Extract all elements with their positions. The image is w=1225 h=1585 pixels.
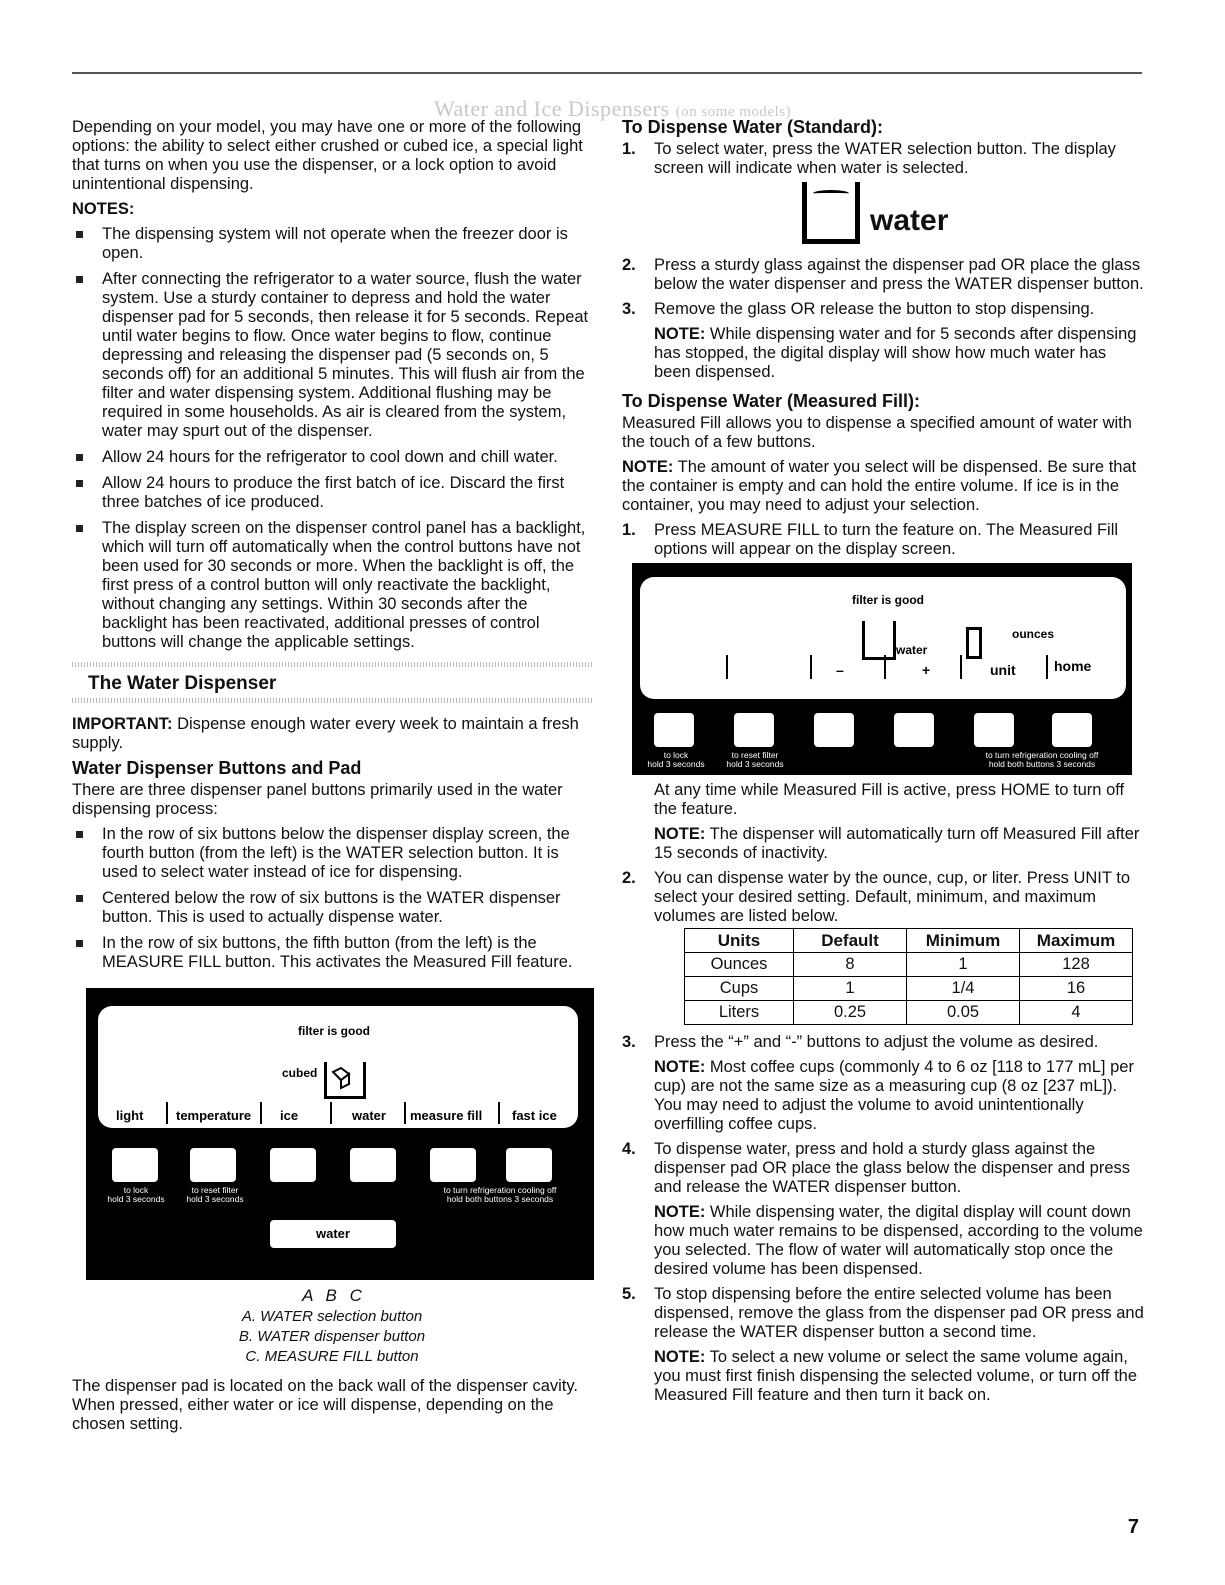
- list-item: In the row of six buttons below the dispenser display screen, the fourth button (from the left) is the WATER selection button. It is used to select water instead of ice for dispensing.: [72, 825, 592, 882]
- unit-button[interactable]: [974, 713, 1014, 747]
- note-text: The amount of water you select will be dispensed. Be sure that the container is empty and can hold the entire volume. If ice is in the container, you may need to adjust your selection.: [622, 458, 1137, 514]
- display-screen: [640, 577, 1126, 699]
- ice-cube-icon: [324, 1062, 366, 1099]
- list-item: 3. Remove the glass OR release the button to stop dispensing. NOTE: While dispensing water and for 5 seconds after dispensing has stopped, the digital display will show how much water has been dispensed.: [622, 300, 1144, 382]
- divider: [960, 655, 962, 679]
- divider: [884, 655, 886, 679]
- temperature-button[interactable]: [190, 1148, 236, 1182]
- table-cell: 4: [1020, 1001, 1133, 1025]
- section-title: The Water Dispenser: [88, 673, 277, 694]
- step-text: To dispense water, press and hold a sturdy glass against the dispenser pad OR place the glass below the dispenser and press and release the WATER dispenser button.: [654, 1140, 1131, 1196]
- cubed-label: cubed: [282, 1066, 318, 1080]
- step-text: You can dispense water by the ounce, cup, or liter. Press UNIT to select your desired setting. Default, minimum, and maximum volumes are listed below.: [654, 869, 1131, 925]
- figure-caption: [72, 1307, 592, 1367]
- label-fast-ice: fast ice: [512, 1108, 557, 1123]
- table-cell: Cups: [685, 977, 794, 1001]
- step-text: To select water, press the WATER selection button. The display screen will indicate when water is selected.: [654, 140, 1116, 177]
- list-item: 2. Press a sturdy glass against the dispenser pad OR place the glass below the water dispenser and press the WATER dispenser button.: [622, 256, 1144, 293]
- list-item: Centered below the row of six buttons is the WATER dispenser button. This is used to actually dispense water.: [72, 889, 592, 927]
- note-paragraph: [654, 1348, 1144, 1405]
- table-cell: 128: [1020, 953, 1133, 977]
- note-text: Most coffee cups (commonly 4 to 6 oz [118 to 177 mL] per cup) are not the same size as a measuring cup (8 oz [237 mL]). You may need to adjust the volume to avoid unintentionally overfilling coffee cups.: [654, 1058, 1134, 1133]
- note-label: NOTE:: [654, 825, 706, 843]
- list-item: Allow 24 hours to produce the first batch of ice. Discard the first three batches of ice produced.: [72, 474, 592, 512]
- ice-button[interactable]: [270, 1148, 316, 1182]
- filter-status: filter is good: [298, 1024, 370, 1038]
- note-text: The dispenser will automatically turn off Measured Fill after 15 seconds of inactivity.: [654, 825, 1140, 862]
- table-cell: 1: [794, 977, 907, 1001]
- measured-fill-panel-figure: [632, 563, 1132, 775]
- reset-filter-button[interactable]: [734, 713, 774, 747]
- label-temperature: temperature: [176, 1108, 252, 1123]
- label-measure-fill: measure fill: [410, 1108, 483, 1123]
- table-cell: 16: [1020, 977, 1133, 1001]
- list-item: 3. Press the “+” and “-” buttons to adjust the volume as desired. NOTE: Most coffee cups (commonly 4 to 6 oz [118 to 177 mL] per cup) are not the same size as a measuring cup (8 oz [237 mL]). You may need to adjust the volume to avoid unintentionally overfilling coffee cups.: [622, 1033, 1144, 1134]
- divider: [166, 1102, 168, 1124]
- label-light: light: [116, 1108, 144, 1123]
- cooling-hint: to turn refrigeration cooling off hold both buttons 3 seconds: [443, 1185, 557, 1204]
- water-label: water: [896, 643, 928, 657]
- water-indicator: [802, 182, 1144, 244]
- list-item: In the row of six buttons, the fifth button (from the left) is the MEASURE FILL button. This activates the Measured Fill feature.: [72, 934, 592, 972]
- note-paragraph: [654, 825, 1144, 863]
- step-text: Press MEASURE FILL to turn the feature on. The Measured Fill options will appear on the display screen.: [654, 521, 1119, 558]
- list-item: 1. To select water, press the WATER selection button. The display screen will indicate when water is selected. water: [622, 140, 1144, 244]
- digit-display: [966, 627, 982, 659]
- standard-heading: To Dispense Water (Standard):: [622, 117, 884, 137]
- divider: [1046, 655, 1048, 679]
- lock-button[interactable]: [654, 713, 694, 747]
- label-water: water: [352, 1108, 386, 1123]
- water-indicator-label: water: [870, 203, 949, 237]
- pad-paragraph: The dispenser pad is located on the back wall of the dispenser cavity. When pressed, either water or ice will dispense, depending on the chosen setting.: [72, 1377, 578, 1433]
- table-cell: 1: [907, 953, 1020, 977]
- step-text: Remove the glass OR release the button to stop dispensing.: [654, 300, 1095, 318]
- table-header: Units: [685, 929, 794, 953]
- list-item: Allow 24 hours for the refrigerator to cool down and chill water.: [72, 448, 592, 467]
- caption-b: B. WATER dispenser button: [238, 1328, 426, 1345]
- note-text: To select a new volume or select the same volume again, you must first finish dispensing the selected volume, or turn off the Measured Fill feature and then turn it back on.: [654, 1348, 1138, 1404]
- right-column: [622, 118, 1144, 1411]
- note-label: NOTE:: [654, 1058, 706, 1076]
- page-title-main: Water and Ice Dispensers: [433, 96, 670, 121]
- buttons-intro: There are three dispenser panel buttons primarily used in the water dispensing process:: [72, 781, 563, 818]
- measure-fill-button[interactable]: [430, 1148, 476, 1182]
- light-button[interactable]: [112, 1148, 158, 1182]
- section-band: [72, 662, 592, 703]
- left-column: [72, 118, 592, 1440]
- plus-label: +: [922, 662, 931, 678]
- fast-ice-button[interactable]: [506, 1148, 552, 1182]
- caption-a: A. WATER selection button: [241, 1308, 423, 1325]
- page-number: 7: [1127, 1516, 1139, 1538]
- table-header-row: [685, 929, 1133, 953]
- note-text: While dispensing water, the digital display will count down how much water remains to be dispensed, according to the volume you selected. The flow of water will automatically stop once the desired volume has been dispensed.: [654, 1203, 1143, 1278]
- step-text: Press a sturdy glass against the dispenser pad OR place the glass below the water dispenser and press the WATER dispenser button.: [654, 256, 1144, 293]
- important-label: IMPORTANT:: [72, 715, 173, 733]
- table-header: Maximum: [1020, 929, 1133, 953]
- buttons-heading: Water Dispenser Buttons and Pad: [72, 758, 362, 778]
- volume-table: [684, 928, 1133, 1025]
- water-cup-icon: [862, 621, 896, 660]
- note-text: While dispensing water and for 5 seconds after dispensing has stopped, the digital display will show how much water has been dispensed.: [654, 325, 1137, 381]
- note-paragraph: [654, 325, 1144, 382]
- note-label: NOTE:: [622, 458, 674, 476]
- note-label: NOTE:: [654, 325, 706, 343]
- standard-steps: [622, 140, 1144, 382]
- table-header: Minimum: [907, 929, 1020, 953]
- table-cell: Liters: [685, 1001, 794, 1025]
- list-item: The dispensing system will not operate when the freezer door is open.: [72, 225, 592, 263]
- water-dispenser-button[interactable]: water: [270, 1220, 396, 1248]
- divider: [498, 1102, 500, 1124]
- lock-hint: to lock hold 3 seconds: [647, 750, 705, 769]
- table-cell: 8: [794, 953, 907, 977]
- water-selection-button[interactable]: [350, 1148, 396, 1182]
- list-item: The display screen on the dispenser control panel has a backlight, which will turn off automatically when the control buttons have not been used for 30 seconds or more. When the backlight is off, the first press of a control button will only reactivate the backlight, without changing any settings. Within 30 seconds after the backlight has been reactivated, additional presses of control buttons will change the applicable settings.: [72, 519, 592, 652]
- table-cell: Ounces: [685, 953, 794, 977]
- filter-status: filter is good: [852, 593, 924, 607]
- list-item: 2. You can dispense water by the ounce, cup, or liter. Press UNIT to select your desired setting. Default, minimum, and maximum volumes are listed below. Units Default Minimum Maximum Ounces 8 1 128 Cups 1 1/4 16 Liters 0.25 0.05 4: [622, 869, 1144, 1025]
- measured-heading: To Dispense Water (Measured Fill):: [622, 391, 921, 411]
- home-button[interactable]: [1052, 713, 1092, 747]
- reset-hint: to reset filter hold 3 seconds: [726, 750, 784, 769]
- table-row: [685, 953, 1133, 977]
- divider: [726, 655, 728, 679]
- table-cell: 1/4: [907, 977, 1020, 1001]
- note-paragraph: [654, 1203, 1144, 1279]
- figure-letters: A B C: [302, 1286, 362, 1305]
- page-title-sub: (on some models): [675, 104, 792, 120]
- top-rule: [72, 72, 1142, 74]
- important-paragraph: [72, 715, 592, 753]
- label-ice: ice: [280, 1108, 299, 1123]
- water-cup-icon: [802, 182, 860, 244]
- buttons-list: [72, 825, 592, 972]
- cooling-hint: to turn refrigeration cooling off hold both buttons 3 seconds: [985, 750, 1099, 769]
- plus-button[interactable]: [894, 713, 934, 747]
- display-screen: [98, 1006, 578, 1128]
- table-cell: 0.25: [794, 1001, 907, 1025]
- divider: [260, 1102, 262, 1124]
- note-label: NOTE:: [654, 1203, 706, 1221]
- lock-hint: to lock hold 3 seconds: [107, 1185, 165, 1204]
- notes-list: [72, 225, 592, 652]
- divider: [810, 655, 812, 679]
- home-paragraph: At any time while Measured Fill is active, press HOME to turn off the feature.: [654, 781, 1125, 818]
- note-label: NOTE:: [654, 1348, 706, 1366]
- step-text: To stop dispensing before the entire selected volume has been dispensed, remove the glass from the dispenser pad OR press and release the WATER dispenser button a second time.: [654, 1285, 1144, 1341]
- notes-heading: NOTES:: [72, 200, 135, 218]
- divider: [404, 1102, 406, 1124]
- table-header: Default: [794, 929, 907, 953]
- measured-steps: [622, 521, 1144, 1405]
- minus-button[interactable]: [814, 713, 854, 747]
- ounces-label: ounces: [1012, 627, 1055, 641]
- unit-label: unit: [990, 662, 1016, 678]
- step-text: Press the “+” and “-” buttons to adjust the volume as desired.: [654, 1033, 1099, 1051]
- minus-label: –: [836, 662, 844, 678]
- table-row: [685, 977, 1133, 1001]
- measured-note: [622, 458, 1144, 515]
- dispenser-panel-figure: [86, 988, 594, 1280]
- list-item: 5. To stop dispensing before the entire selected volume has been dispensed, remove the glass from the dispenser pad OR press and release the WATER dispenser button a second time. NOTE: To select a new volume or select the same volume again, you must first finish dispensing the selected volume, or turn off the Measured Fill feature and then turn it back on.: [622, 1285, 1144, 1404]
- list-item: 1. Press MEASURE FILL to turn the feature on. The Measured Fill options will appear on the display screen. filter is good water ounces – + unit home to lock hold 3 seconds to reset filter hold 3 seconds to turn refrigeration cooling off hold both buttons 3 seconds At any time while Measured Fill is active, press HOME to turn off the feature. NOTE: The dispenser will automatically turn off Measured Fill after 15 seconds of inactivity.: [622, 521, 1144, 863]
- intro-paragraph: Depending on your model, you may have one or more of the following options: the ability to select either crushed or cubed ice, a special light that turns on when you use the dispenser, or a lock option to avoid unintentional dispensing.: [72, 118, 583, 193]
- important-text: Dispense enough water every week to maintain a fresh supply.: [72, 715, 579, 752]
- reset-hint: to reset filter hold 3 seconds: [186, 1185, 244, 1204]
- list-item: After connecting the refrigerator to a water source, flush the water system. Use a sturdy container to depress and hold the water dispenser pad for 5 seconds, then release it for 5 seconds. Repeat until water begins to flow. Once water begins to flow, continue depressing and releasing the dispenser pad (5 seconds on, 5 seconds off) for an additional 5 minutes. This will flush air from the filter and water dispensing system. Additional flushing may be required in some households. As air is cleared from the system, water may spurt out of the dispenser.: [72, 270, 592, 441]
- note-paragraph: [654, 1058, 1144, 1134]
- list-item: 4. To dispense water, press and hold a sturdy glass against the dispenser pad OR place the glass below the dispenser and press and release the WATER dispenser button. NOTE: While dispensing water, the digital display will count down how much water remains to be dispensed, according to the volume you selected. The flow of water will automatically stop once the desired volume has been dispensed.: [622, 1140, 1143, 1278]
- divider: [330, 1102, 332, 1124]
- table-row: [685, 1001, 1133, 1025]
- measured-intro: Measured Fill allows you to dispense a specified amount of water with the touch of a few buttons.: [622, 414, 1132, 451]
- home-label: home: [1054, 658, 1092, 674]
- table-cell: 0.05: [907, 1001, 1020, 1025]
- caption-c: C. MEASURE FILL button: [245, 1348, 419, 1365]
